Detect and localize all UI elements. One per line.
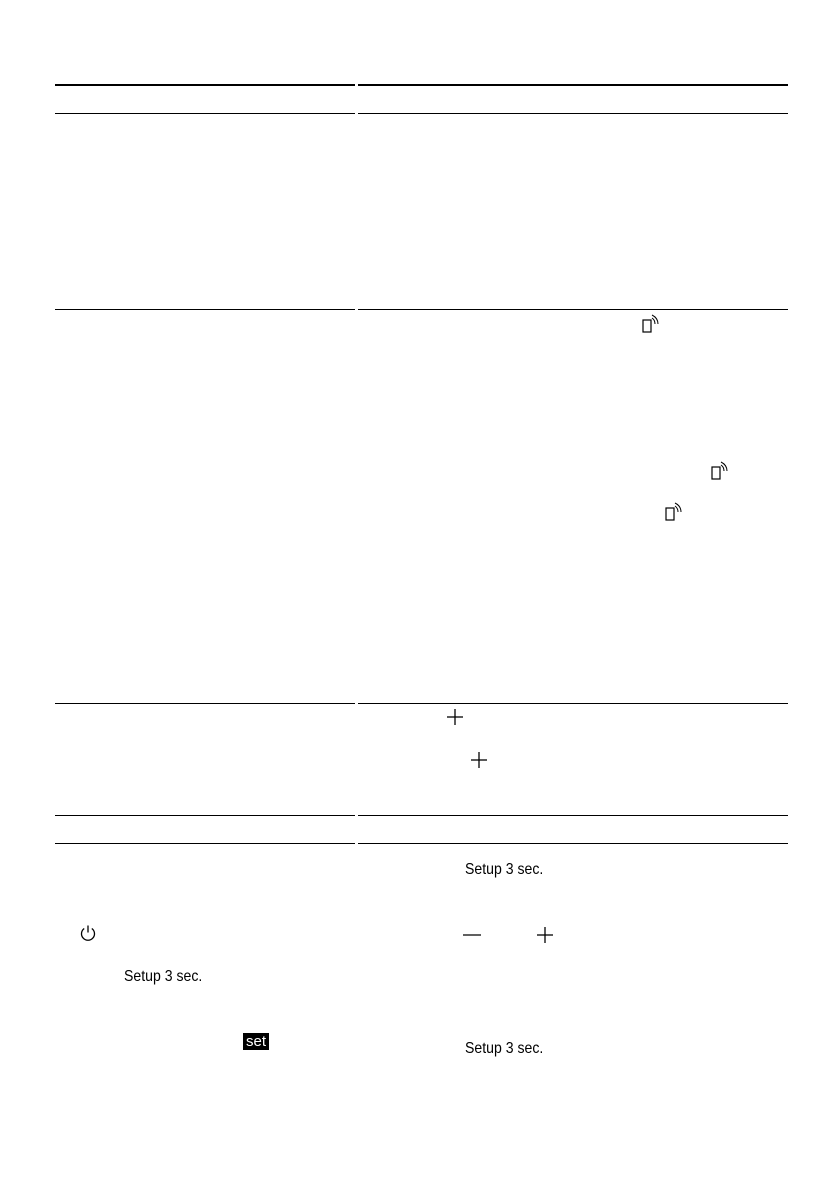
table-top-rule-right bbox=[358, 84, 788, 86]
section-rule-right bbox=[358, 815, 788, 816]
setup-hold-label: Setup 3 sec. bbox=[465, 1040, 544, 1057]
table-top-rule-left bbox=[55, 84, 355, 86]
remote-start-icon bbox=[664, 502, 684, 522]
row-divider-left bbox=[55, 703, 355, 704]
setup-hold-label: Setup 3 sec. bbox=[124, 968, 203, 985]
plus-icon bbox=[470, 751, 488, 769]
setup-hold-label: Setup 3 sec. bbox=[465, 861, 544, 878]
row-divider-right bbox=[358, 309, 788, 310]
remote-start-icon bbox=[710, 461, 730, 481]
row-divider-right bbox=[358, 703, 788, 704]
minus-icon bbox=[462, 926, 482, 944]
remote-start-icon bbox=[641, 314, 661, 334]
section-rule-right bbox=[358, 843, 788, 844]
plus-icon bbox=[536, 926, 554, 944]
table-header-rule-right bbox=[358, 113, 788, 114]
power-icon bbox=[79, 924, 97, 942]
table-header-rule-left bbox=[55, 113, 355, 114]
set-badge: set bbox=[243, 1033, 269, 1050]
plus-icon bbox=[446, 708, 464, 726]
section-rule-left bbox=[55, 815, 355, 816]
section-rule-left bbox=[55, 843, 355, 844]
row-divider-left bbox=[55, 309, 355, 310]
